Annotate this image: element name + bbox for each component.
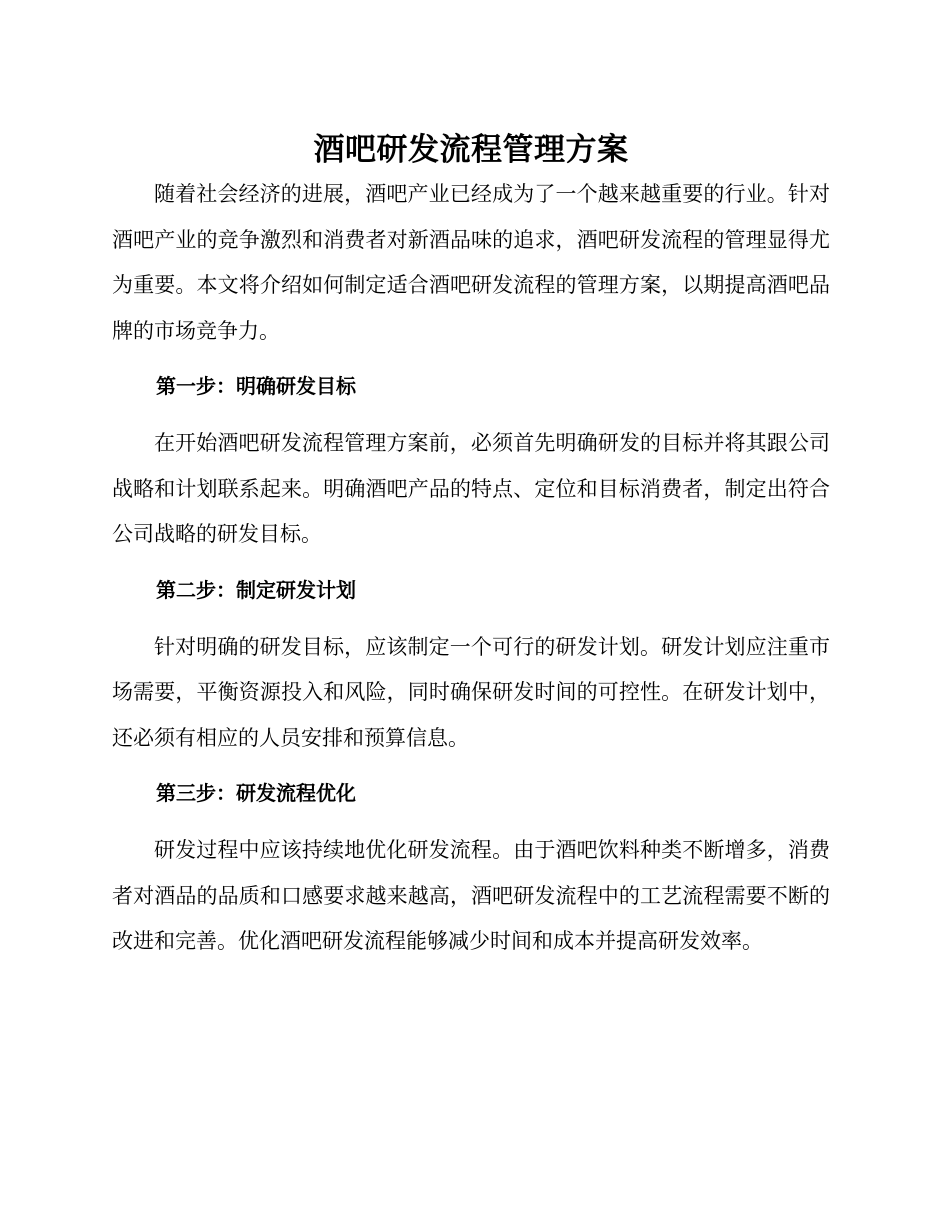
spacer <box>112 816 830 828</box>
document-title: 酒吧研发流程管理方案 <box>313 132 629 168</box>
spacer <box>112 409 830 421</box>
section-body-step3: 研发过程中应该持续地优化研发流程。由于酒吧饮料种类不断增多，消费者对酒品的品质和口感要求越来越高，酒吧研发流程中的工艺流程需要不断的改进和完善。优化酒吧研发流程能够减少时间和成本并提高研发效率。 <box>112 838 830 953</box>
section-body-step1: 在开始酒吧研发流程管理方案前，必须首先明确研发的目标并将其跟公司战略和计划联系起来。明确酒吧产品的特点、定位和目标消费者，制定出符合公司战略的研发目标。 <box>112 431 830 546</box>
section-heading-step1: 第一步：明确研发目标 <box>156 374 356 398</box>
section-body-step2: 针对明确的研发目标，应该制定一个可行的研发计划。研发计划应注重市场需要，平衡资源投入和风险，同时确保研发时间的可控性。在研发计划中，还必须有相应的人员安排和预算信息。 <box>112 634 830 750</box>
spacer <box>112 354 830 364</box>
spacer <box>112 761 830 771</box>
spacer <box>112 613 830 625</box>
section-heading-step2: 第二步：制定研发计划 <box>156 577 356 602</box>
spacer <box>112 558 830 568</box>
intro-paragraph: 随着社会经济的进展，酒吧产业已经成为了一个越来越重要的行业。针对酒吧产业的竞争激烈和消费者对新酒品味的追求，酒吧研发流程的管理显得尤为重要。本文将介绍如何制定适合酒吧研发流程的管理方案，以期提高酒吧品牌的市场竞争力。 <box>112 182 830 343</box>
document-content <box>112 128 830 965</box>
section-heading-step3: 第三步：研发流程优化 <box>156 781 356 805</box>
